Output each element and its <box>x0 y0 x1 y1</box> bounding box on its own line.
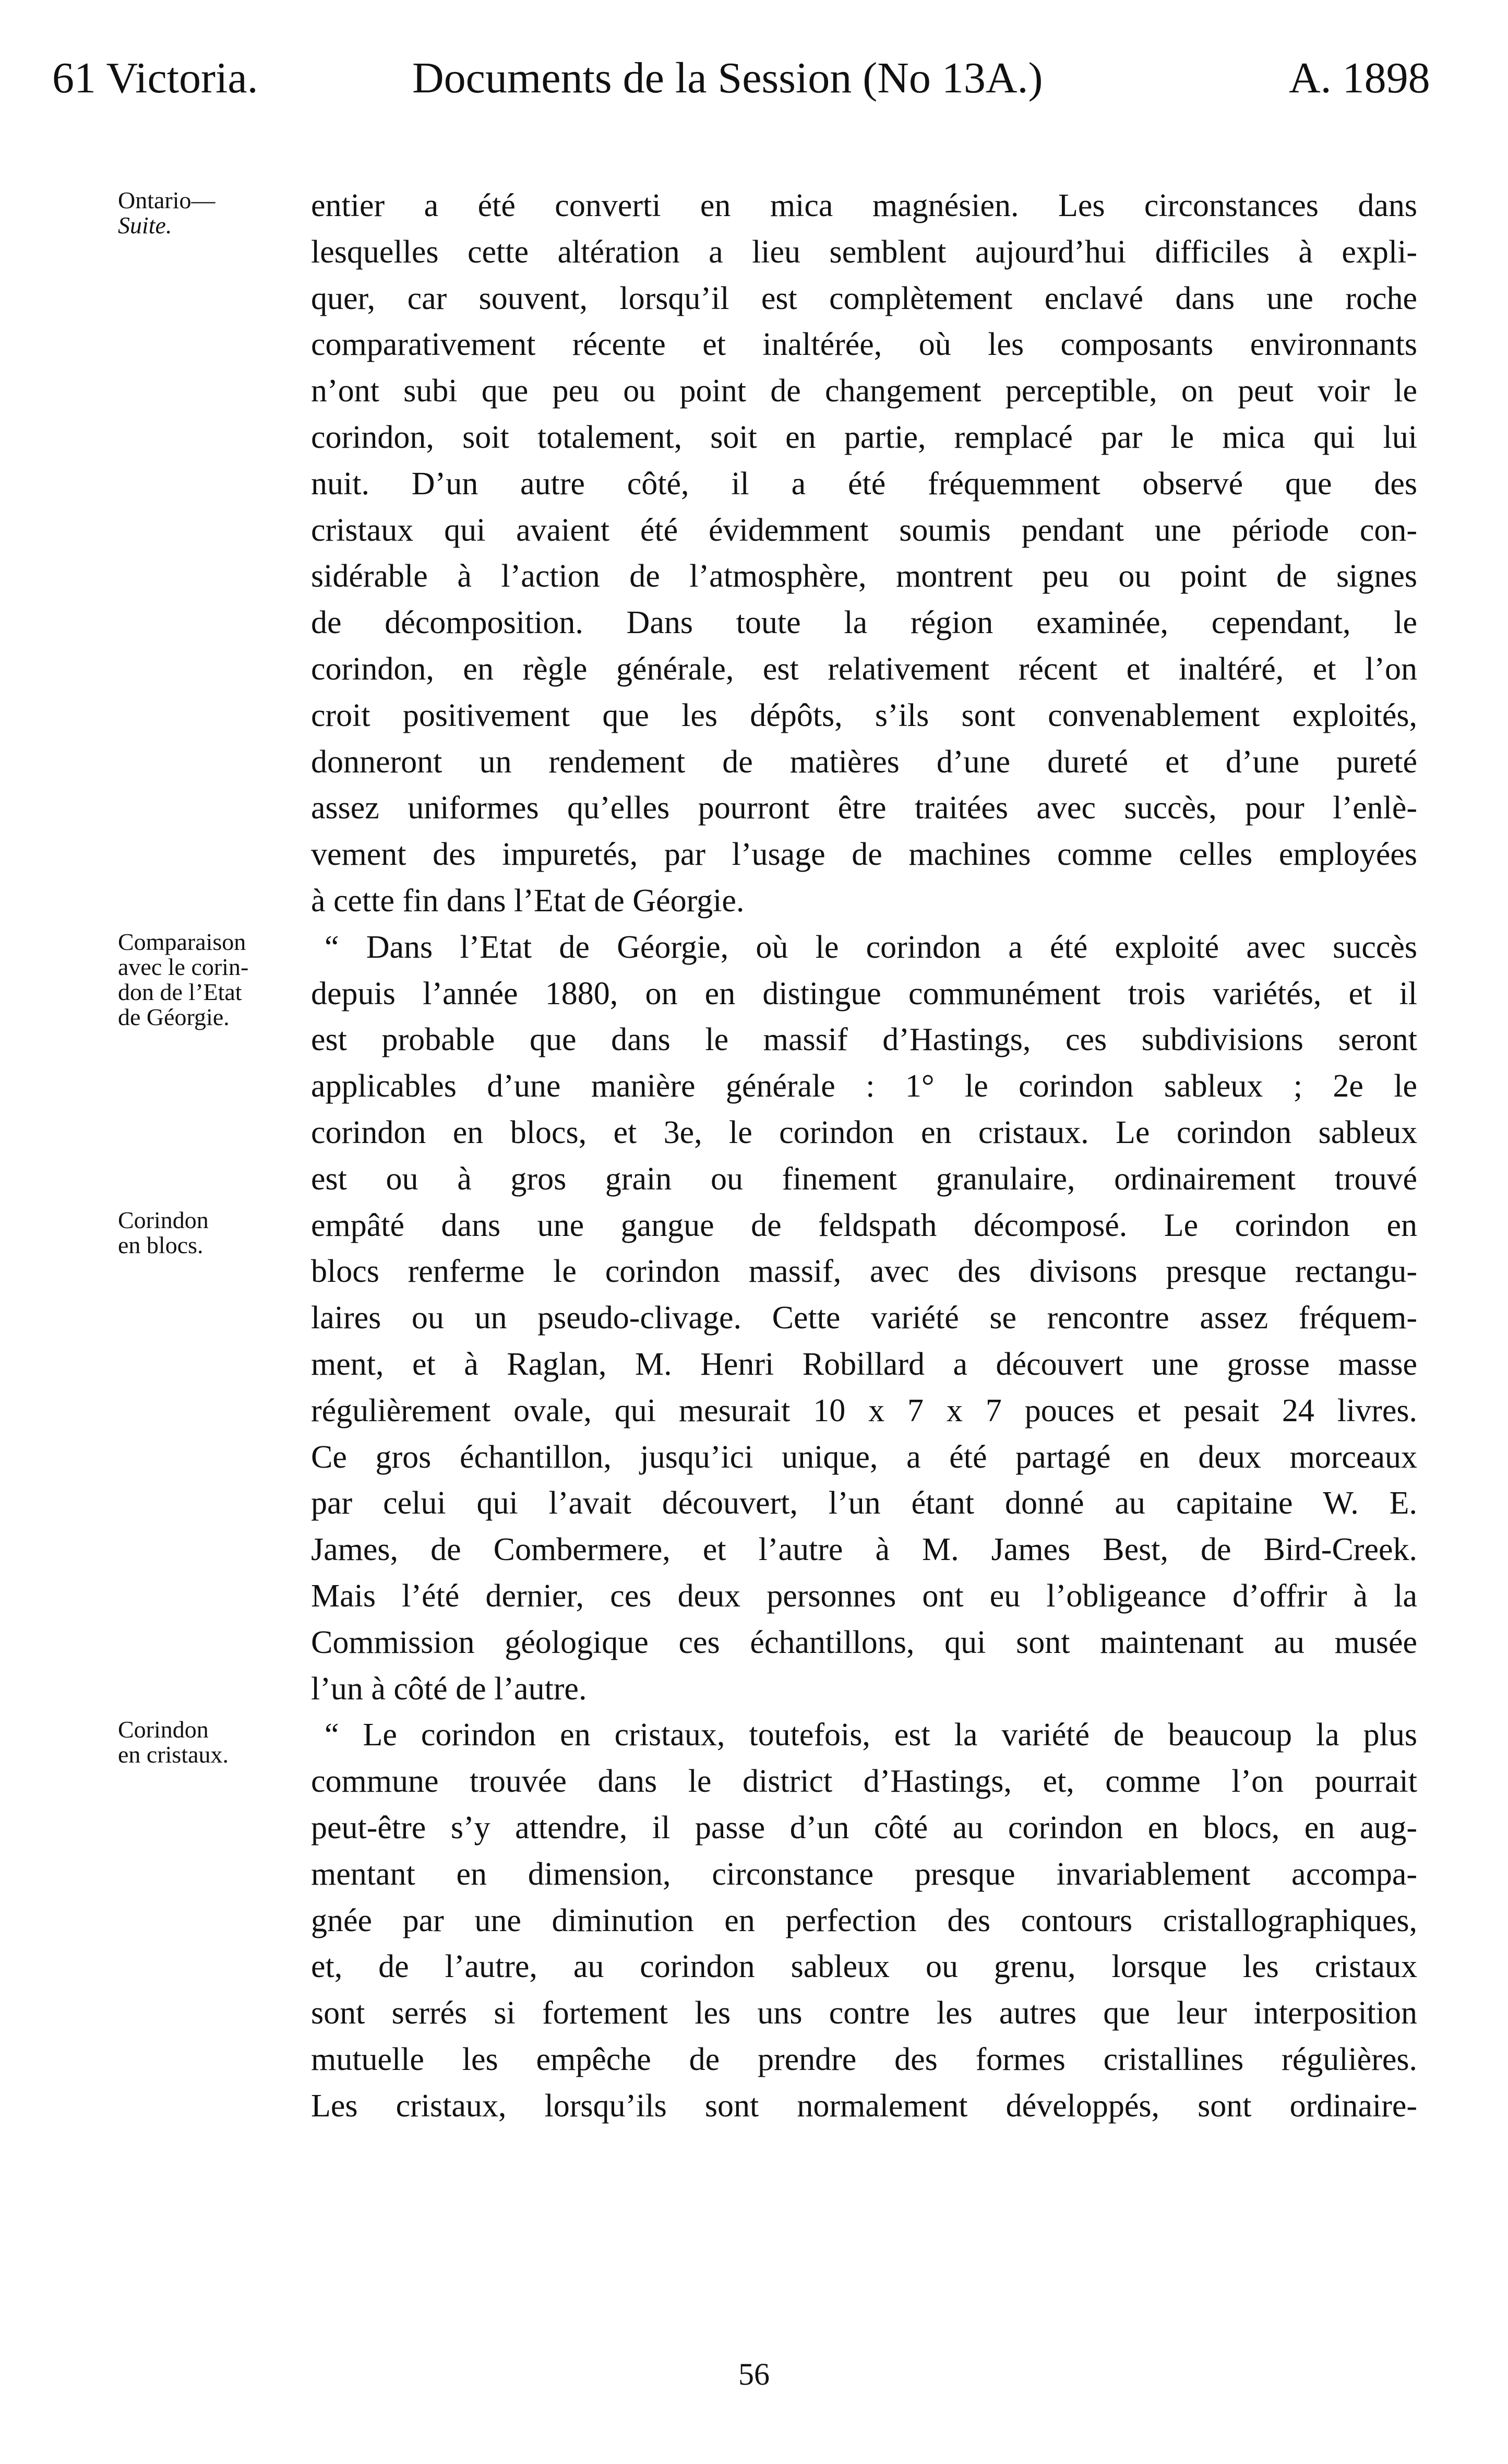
margin-note <box>118 1208 209 1258</box>
text-line: corindon, en règle générale, est relativement récent et inaltéré, et l’on <box>311 651 1417 687</box>
margin-note-line: Comparaison <box>118 928 246 955</box>
text-line: de décomposition. Dans toute la région examinée, cependant, le <box>311 605 1417 641</box>
text-line: commune trouvée dans le district d’Hastings, et, comme l’on pourrait <box>311 1764 1417 1800</box>
text-line: gnée par une diminution en perfection des contours cristallographiques, <box>311 1902 1417 1938</box>
text-line: laires ou un pseudo-clivage. Cette variété se rencontre assez fréquem- <box>311 1300 1417 1336</box>
text-line: comparativement récente et inaltérée, où les composants environnants <box>311 327 1417 363</box>
header-volume: 61 Victoria. <box>52 54 258 102</box>
header-title: Documents de la Session (No 13A.) <box>412 54 1043 102</box>
text-line: corindon en blocs, et 3e, le corindon en cristaux. Le corindon sableux <box>311 1115 1417 1150</box>
text-line: et, de l’autre, au corindon sableux ou grenu, lorsque les cristaux <box>311 1949 1417 1985</box>
text-line: applicables d’une manière générale : 1° le corindon sableux ; 2e le <box>311 1068 1417 1104</box>
text-line: sont serrés si fortement les uns contre les autres que leur interposition <box>311 1995 1417 2031</box>
text-line: par celui qui l’avait découvert, l’un étant donné au capitaine W. E. <box>311 1485 1417 1521</box>
text-line: mentant en dimension, circonstance presque invariablement accompa- <box>311 1856 1417 1892</box>
text-line: corindon, soit totalement, soit en partie, remplacé par le mica qui lui <box>311 420 1417 455</box>
margin-note-line: Corindon <box>118 1716 209 1743</box>
text-line: Mais l’été dernier, ces deux personnes ont eu l’obligeance d’offrir à la <box>311 1578 1417 1614</box>
text-line: cristaux qui avaient été évidemment soumis pendant une période con- <box>311 512 1417 548</box>
text-line: “ Le corindon en cristaux, toutefois, est la variété de beaucoup la plus <box>325 1717 1417 1753</box>
text-line: peut-être s’y attendre, il passe d’un côté au corindon en blocs, en aug- <box>311 1810 1417 1846</box>
margin-note-line: en cristaux. <box>118 1741 229 1768</box>
margin-note-line: Suite. <box>118 212 172 239</box>
text-line: nuit. D’un autre côté, il a été fréquemment observé que des <box>311 466 1417 502</box>
text-line: entier a été converti en mica magnésien. Les circonstances dans <box>311 188 1417 223</box>
header-year: A. 1898 <box>1289 54 1430 102</box>
text-line: depuis l’année 1880, on en distingue communément trois variétés, et il <box>311 975 1417 1011</box>
text-line: Ce gros échantillon, jusqu’ici unique, a été partagé en deux morceaux <box>311 1439 1417 1475</box>
margin-note <box>118 188 216 238</box>
text-line: est probable que dans le massif d’Hastings, ces subdivisions seront <box>311 1022 1417 1058</box>
margin-note-line: Corindon <box>118 1206 209 1233</box>
text-line: mutuelle les empêche de prendre des formes cristallines régulières. <box>311 2042 1417 2077</box>
margin-note-line: de Géorgie. <box>118 1003 230 1030</box>
text-line: n’ont subi que peu ou point de changement perceptible, on peut voir le <box>311 373 1417 409</box>
margin-note-line: avec le corin- <box>118 953 249 980</box>
text-line: l’un à côté de l’autre. <box>311 1671 587 1707</box>
text-line: vement des impuretés, par l’usage de machines comme celles employées <box>311 837 1417 873</box>
page-number: 56 <box>738 2357 770 2391</box>
text-line: blocs renferme le corindon massif, avec des divisons presque rectangu- <box>311 1254 1417 1290</box>
margin-note-line: Ontario— <box>118 187 216 213</box>
margin-note-line: don de l’Etat <box>118 978 242 1005</box>
text-line: “ Dans l’Etat de Géorgie, où le corindon a été exploité avec succès <box>325 929 1417 965</box>
margin-note <box>118 930 248 1030</box>
text-line: à cette fin dans l’Etat de Géorgie. <box>311 883 745 919</box>
text-line: Commission géologique ces échantillons, qui sont maintenant au musée <box>311 1624 1417 1660</box>
margin-note <box>118 1717 229 1767</box>
text-line: donneront un rendement de matières d’une dureté et d’une pureté <box>311 744 1417 780</box>
text-line: régulièrement ovale, qui mesurait 10 x 7 x 7 pouces et pesait 24 livres. <box>311 1392 1417 1429</box>
text-line: est ou à gros grain ou finement granulaire, ordinairement trouvé <box>311 1161 1417 1197</box>
text-line: Les cristaux, lorsqu’ils sont normalement développés, sont ordinaire- <box>311 2088 1417 2124</box>
text-line: assez uniformes qu’elles pourront être traitées avec succès, pour l’enlè- <box>311 790 1417 826</box>
text-line: empâté dans une gangue de feldspath décomposé. Le corindon en <box>311 1207 1417 1243</box>
text-line: sidérable à l’action de l’atmosphère, montrent peu ou point de signes <box>311 558 1417 594</box>
text-line: lesquelles cette altération a lieu semblent aujourd’hui difficiles à expli- <box>311 234 1417 270</box>
margin-note-line: en blocs. <box>118 1231 204 1258</box>
text-line: ment, et à Raglan, M. Henri Robillard a découvert une grosse masse <box>311 1347 1417 1382</box>
text-line: James, de Combermere, et l’autre à M. James Best, de Bird-Creek. <box>311 1532 1417 1568</box>
text-line: quer, car souvent, lorsqu’il est complètement enclavé dans une roche <box>311 280 1417 316</box>
text-line: croit positivement que les dépôts, s’ils sont convenablement exploités, <box>311 697 1417 733</box>
